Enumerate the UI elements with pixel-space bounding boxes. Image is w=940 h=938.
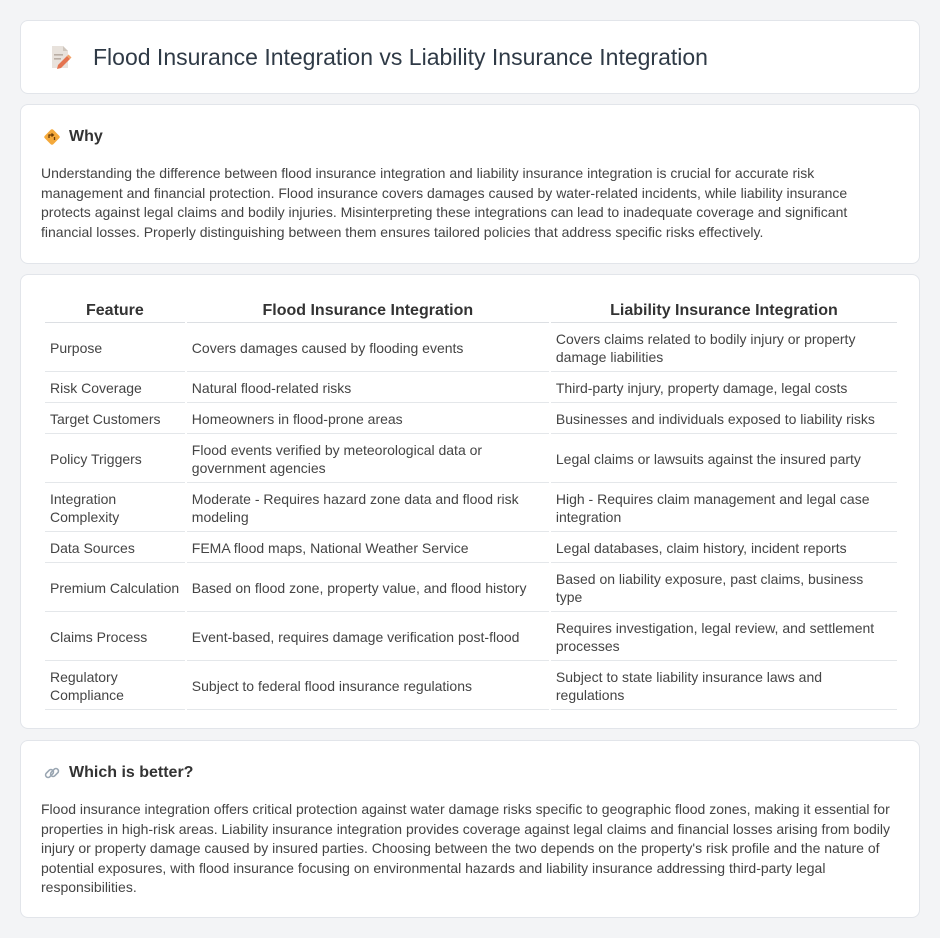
flood-cell: Flood events verified by meteorological data or government agencies xyxy=(187,436,549,483)
header-card xyxy=(20,20,920,94)
feature-cell: Regulatory Compliance xyxy=(45,663,185,710)
flood-cell: Homeowners in flood-prone areas xyxy=(187,405,549,434)
better-title: Which is better? xyxy=(69,764,194,781)
why-heading xyxy=(43,128,103,146)
table-row xyxy=(45,614,897,661)
liability-cell: Based on liability exposure, past claims, business type xyxy=(551,565,897,612)
table-row xyxy=(45,485,897,532)
liability-cell: Legal databases, claim history, incident reports xyxy=(551,534,897,563)
liability-cell: Subject to state liability insurance laws and regulations xyxy=(551,663,897,710)
feature-cell: Data Sources xyxy=(45,534,185,563)
liability-cell: Third-party injury, property damage, legal costs xyxy=(551,374,897,403)
liability-cell: Requires investigation, legal review, and settlement processes xyxy=(551,614,897,661)
table-row xyxy=(45,565,897,612)
table-row xyxy=(45,534,897,563)
comparison-table-card xyxy=(20,274,920,729)
better-text: Flood insurance integration offers critical protection against water damage risks specific to geographic flood zones, making it essential for properties in high-risk areas. Liability insurance integration provides coverage against legal claims and financial losses arising from bodily injury or property damage caused by insured parties. Choosing between the two depends on the property's risk profile and the nature of potential exposures, with flood insurance focusing on environmental hazards and liability insurance addressing third-party legal responsibilities. xyxy=(41,801,890,896)
flood-cell: FEMA flood maps, National Weather Service xyxy=(187,534,549,563)
feature-cell: Target Customers xyxy=(45,405,185,434)
flood-cell: Event-based, requires damage verification post-flood xyxy=(187,614,549,661)
feature-cell: Policy Triggers xyxy=(45,436,185,483)
liability-cell: Businesses and individuals exposed to liability risks xyxy=(551,405,897,434)
why-section xyxy=(20,104,920,264)
document-pencil-icon xyxy=(47,44,73,70)
flood-cell: Based on flood zone, property value, and flood history xyxy=(187,565,549,612)
column-header-flood: Flood Insurance Integration xyxy=(187,299,549,323)
flood-cell: Moderate - Requires hazard zone data and flood risk modeling xyxy=(187,485,549,532)
table-row xyxy=(45,405,897,434)
diamond-direction-icon xyxy=(43,128,61,146)
table-row xyxy=(45,325,897,372)
column-header-feature: Feature xyxy=(45,299,185,323)
feature-cell: Integration Complexity xyxy=(45,485,185,532)
flood-cell: Covers damages caused by flooding events xyxy=(187,325,549,372)
table-row xyxy=(45,374,897,403)
table-row xyxy=(45,436,897,483)
feature-cell: Purpose xyxy=(45,325,185,372)
why-title: Why xyxy=(69,128,103,145)
feature-cell: Premium Calculation xyxy=(45,565,185,612)
liability-cell: Legal claims or lawsuits against the insured party xyxy=(551,436,897,483)
liability-cell: Covers claims related to bodily injury or property damage liabilities xyxy=(551,325,897,372)
column-header-liability: Liability Insurance Integration xyxy=(551,299,897,323)
why-text: Understanding the difference between flood insurance integration and liability insurance integration is crucial for accurate risk management and financial protection. Flood insurance covers damages caused by water-related incidents, while liability insurance protects against legal claims and bodily injuries. Misinterpreting these integrations can lead to inadequate coverage and significant financial losses. Properly distinguishing between them ensures tailored policies that address specific risks effectively. xyxy=(41,165,848,240)
which-is-better-section xyxy=(20,740,920,918)
comparison-table xyxy=(43,297,899,712)
table-header-row xyxy=(45,299,897,323)
flood-cell: Subject to federal flood insurance regulations xyxy=(187,663,549,710)
table-row xyxy=(45,663,897,710)
flood-cell: Natural flood-related risks xyxy=(187,374,549,403)
better-heading xyxy=(43,764,193,782)
page-title: Flood Insurance Integration vs Liability Insurance Integration xyxy=(93,43,708,70)
link-icon xyxy=(43,764,61,782)
feature-cell: Claims Process xyxy=(45,614,185,661)
liability-cell: High - Requires claim management and legal case integration xyxy=(551,485,897,532)
feature-cell: Risk Coverage xyxy=(45,374,185,403)
